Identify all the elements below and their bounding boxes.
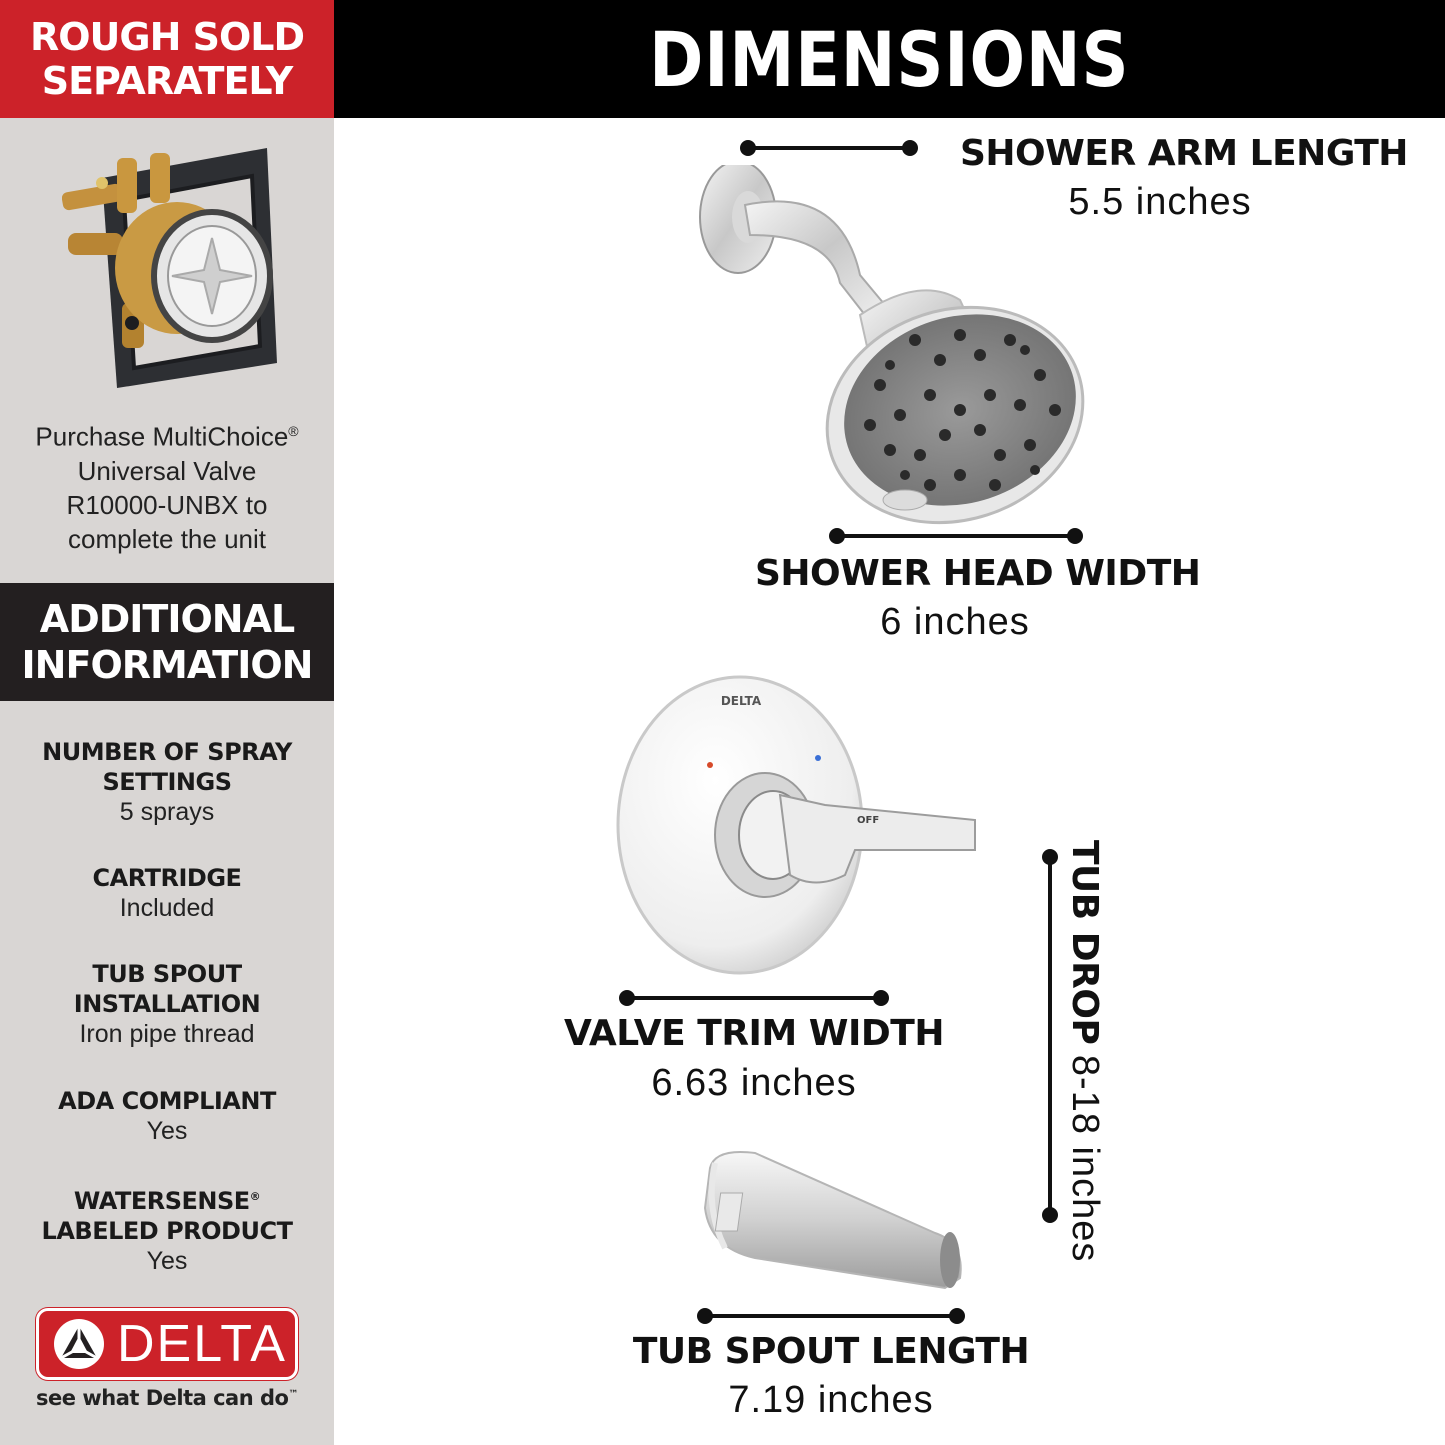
- tub-drop-measure-line: [1038, 845, 1062, 1227]
- sidebar: [0, 0, 334, 1445]
- info-label-line: ADA COMPLIANT: [58, 1087, 276, 1115]
- tub-spout-image: [695, 1148, 970, 1293]
- additional-banner-line-1: ADDITIONAL: [39, 597, 295, 641]
- tub-drop-label: TUB DROP: [1064, 840, 1105, 1045]
- shower-head-image: [690, 165, 1090, 525]
- rough-valve-image: [62, 148, 282, 393]
- purchase-line-3: R10000-UNBX to: [66, 489, 268, 520]
- tub-spout-label: TUB SPOUT LENGTH: [632, 1331, 1030, 1372]
- delta-logo: [36, 1308, 298, 1380]
- info-label-line: LABELED PRODUCT: [41, 1217, 293, 1245]
- info-label-line: WATERSENSE: [73, 1187, 250, 1215]
- rough-banner-line-1: ROUGH SOLD: [29, 15, 305, 59]
- tub-drop-value: 8-18 inches: [1064, 1054, 1106, 1263]
- registered-mark: ®: [249, 1190, 261, 1203]
- info-label-line: CARTRIDGE: [92, 864, 242, 892]
- tub-spout-measure-line: [693, 1304, 969, 1328]
- valve-brand-text: DELTA: [720, 694, 762, 708]
- info-label-line: TUB SPOUT: [92, 960, 242, 988]
- shower-head-value: 6 inches: [880, 601, 1030, 643]
- purchase-note: [0, 414, 334, 556]
- info-value: Yes: [146, 1117, 188, 1145]
- additional-banner-line-2: INFORMATION: [21, 643, 313, 687]
- shower-head-measure-line: [825, 524, 1087, 548]
- dimensions-title-bar: [334, 0, 1445, 118]
- page-title: DIMENSIONS: [649, 14, 1130, 104]
- info-watersense: [0, 1182, 334, 1276]
- info-label-line: NUMBER OF SPRAY: [42, 738, 292, 766]
- tub-spout-value: 7.19 inches: [728, 1379, 934, 1421]
- rough-sold-separately-banner: [0, 0, 334, 118]
- shower-arm-value: 5.5 inches: [1068, 181, 1252, 223]
- tagline: [0, 1386, 334, 1410]
- info-value: Included: [119, 894, 215, 922]
- info-spray-settings: [0, 737, 334, 827]
- valve-off-text: OFF: [857, 815, 880, 826]
- trademark-mark: ™: [288, 1389, 298, 1400]
- delta-triangle-icon: [53, 1318, 105, 1370]
- shower-arm-measure-line: [736, 136, 922, 160]
- delta-logo-word: DELTA: [117, 1315, 287, 1373]
- info-label-line: SETTINGS: [102, 768, 232, 796]
- valve-trim-value: 6.63 inches: [651, 1062, 857, 1104]
- info-cartridge: [0, 863, 334, 923]
- info-value: Yes: [146, 1247, 188, 1275]
- registered-mark: ®: [288, 423, 299, 439]
- shower-arm-label: SHOWER ARM LENGTH: [960, 133, 1408, 174]
- tagline-text: see what Delta can do: [36, 1386, 289, 1410]
- purchase-line-4: complete the unit: [67, 523, 266, 554]
- valve-trim-image: [615, 675, 980, 980]
- info-tub-spout-installation: [0, 959, 334, 1049]
- valve-trim-label: VALVE TRIM WIDTH: [564, 1013, 944, 1054]
- info-ada-compliant: [0, 1086, 334, 1146]
- additional-information-banner: [0, 583, 334, 701]
- rough-banner-line-2: SEPARATELY: [41, 59, 293, 103]
- info-label-line: INSTALLATION: [73, 990, 261, 1018]
- valve-trim-measure-line: [615, 986, 893, 1010]
- info-value: 5 sprays: [119, 798, 215, 826]
- purchase-line-1: Purchase MultiChoice: [35, 421, 289, 452]
- tub-drop-label-group: [1064, 840, 1106, 1263]
- shower-head-label: SHOWER HEAD WIDTH: [755, 553, 1201, 594]
- purchase-line-2: Universal Valve: [77, 455, 257, 486]
- info-value: Iron pipe thread: [79, 1020, 255, 1048]
